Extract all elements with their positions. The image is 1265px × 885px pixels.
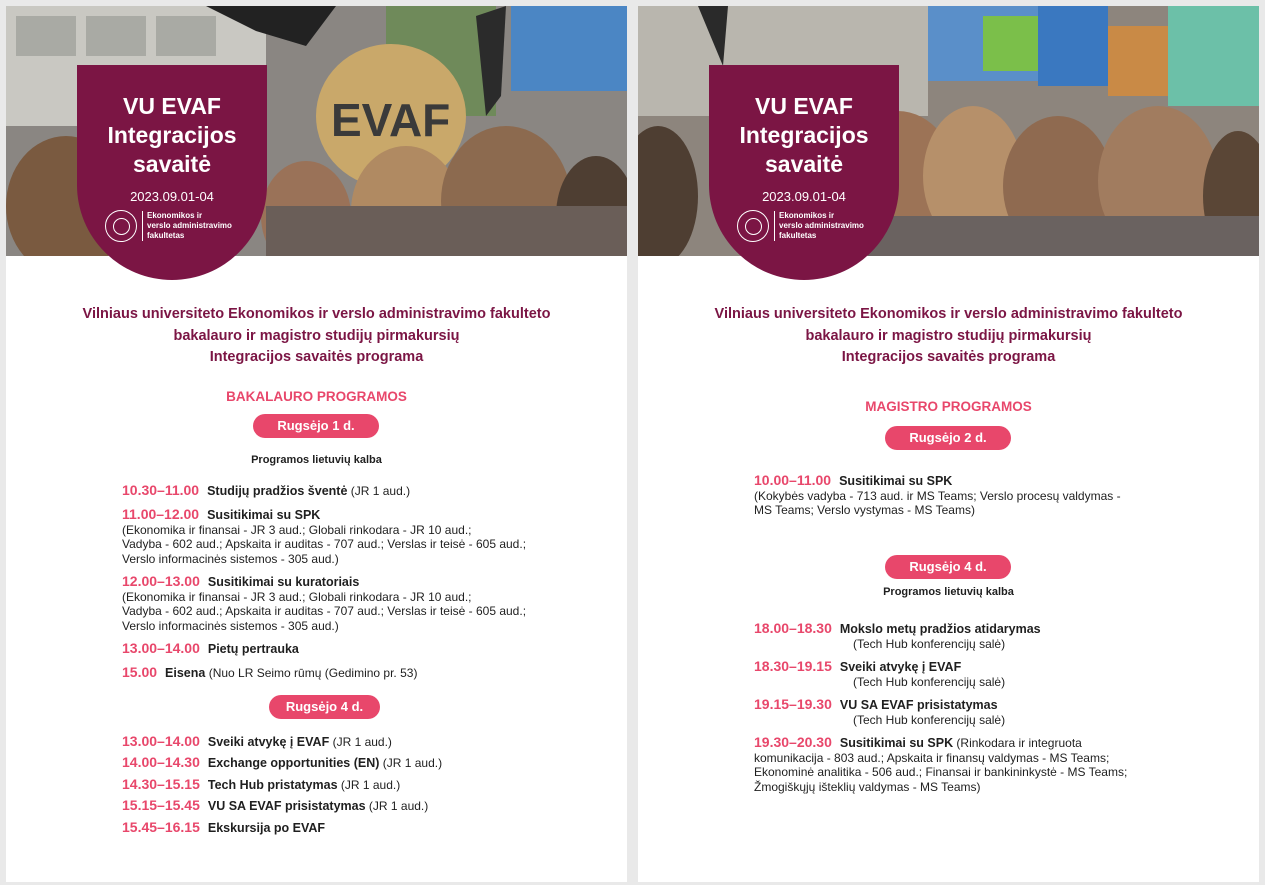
badge-title <box>77 92 267 179</box>
language-label: Programos lietuvių kalba <box>883 586 1014 598</box>
badge-title <box>709 92 899 179</box>
entry-title: Pietų pertrauka <box>207 642 299 656</box>
heading-line: Vilniaus universiteto Ekonomikos ir verslo administravimo fakulteto <box>714 306 1183 322</box>
badge-title-line: savaitė <box>764 151 843 177</box>
entry-time: 18.00–18.30 <box>754 620 832 636</box>
entry-title: Sveiki atvykę į EVAF <box>839 660 962 674</box>
logo-text <box>779 211 879 241</box>
language-label: Programos lietuvių kalba <box>251 454 382 466</box>
schedule-entry <box>754 473 1121 518</box>
section-title: BAKALAURO PROGRAMOS <box>226 389 407 404</box>
page-bachelor <box>6 6 627 882</box>
schedule-entry <box>122 483 410 499</box>
entry-time: 10.30–11.00 <box>122 482 200 498</box>
entry-detail-line: Verslo informacinės sistemos - 305 aud.) <box>122 618 339 633</box>
schedule-entry <box>122 798 428 814</box>
logo-text-line: verslo administravimo <box>779 221 864 230</box>
entry-detail-line: (Tech Hub konferencijų salė) <box>853 636 1006 651</box>
entry-title: VU SA EVAF prisistatymas <box>207 799 366 813</box>
entry-time: 13.00–14.00 <box>122 733 200 749</box>
entry-detail-line: (Ekonomika ir finansai - JR 3 aud.; Globali rinkodara - JR 10 aud.; <box>122 589 472 604</box>
logo-divider <box>142 211 143 241</box>
heading-line: Vilniaus universiteto Ekonomikos ir verslo administravimo fakulteto <box>82 306 551 322</box>
schedule-entry <box>122 734 392 750</box>
badge-title-line: savaitė <box>132 151 211 177</box>
entry-title: Eisena <box>165 666 206 680</box>
schedule-entry <box>122 820 325 836</box>
badge-title-line: VU EVAF <box>123 93 221 119</box>
entry-time: 10.00–11.00 <box>754 472 832 488</box>
heading-line: bakalauro ir magistro studijų pirmakursių <box>173 327 460 344</box>
entry-title: Exchange opportunities (EN) <box>207 756 380 770</box>
badge-date: 2023.09.01-04 <box>130 189 214 204</box>
entry-title: VU SA EVAF prisistatymas <box>839 698 998 712</box>
event-badge <box>77 65 267 280</box>
entry-time: 15.45–16.15 <box>122 819 200 835</box>
event-badge <box>709 65 899 280</box>
entry-time: 15.15–15.45 <box>122 797 200 813</box>
faculty-logo <box>105 208 245 244</box>
logo-text-line: Ekonomikos ir <box>779 211 835 220</box>
entry-detail-line: komunikacija - 803 aud.; Apskaita ir finansų valdymas - MS Teams; <box>754 750 1110 765</box>
schedule-entry <box>122 507 526 566</box>
program-heading <box>6 304 627 369</box>
program-heading <box>638 304 1259 369</box>
heading-line: Integracijos savaitės programa <box>841 349 1056 365</box>
entry-detail-line: Žmogiškųjų išteklių valdymas - MS Teams) <box>754 779 981 794</box>
heading-line: Integracijos savaitės programa <box>209 349 424 365</box>
entry-title: Susitikimai su kuratoriais <box>207 575 360 589</box>
entry-detail-line: Vadyba - 602 aud.; Apskaita ir auditas - 707 aud.; Verslas ir teisė - 605 aud.; <box>122 537 527 551</box>
day-pill: Rugsėjo 2 d. <box>885 426 1011 450</box>
entry-detail-line: Verslo informacinės sistemos - 305 aud.) <box>122 551 339 566</box>
entry-title: Susitikimai su SPK <box>839 736 954 750</box>
entry-location: (JR 1 aud.) <box>347 484 411 498</box>
university-seal-icon <box>105 210 137 242</box>
day-pill: Rugsėjo 1 d. <box>253 414 379 438</box>
heading-line: bakalauro ir magistro studijų pirmakursių <box>805 327 1092 344</box>
day-pill: Rugsėjo 4 d. <box>269 695 380 719</box>
logo-text-line: fakultetas <box>147 231 185 240</box>
entry-location: (Rinkodara ir integruota <box>953 736 1082 750</box>
entry-detail-line: MS Teams; Verslo vystymas - MS Teams) <box>754 503 975 517</box>
entry-detail-line: Ekonominė analitika - 506 aud.; Finansai ir bankininkystė - MS Teams; <box>754 765 1128 779</box>
faculty-logo <box>737 208 877 244</box>
entry-title: Susitikimai su SPK <box>839 474 953 488</box>
schedule-entry <box>122 574 526 633</box>
entry-title: Tech Hub pristatymas <box>207 778 338 792</box>
badge-title-line: VU EVAF <box>755 93 853 119</box>
entry-time: 11.00–12.00 <box>122 506 200 522</box>
entry-time: 19.15–19.30 <box>754 696 832 712</box>
entry-title: Studijų pradžios šventė <box>207 484 348 498</box>
entry-title: Susitikimai su SPK <box>207 508 321 522</box>
entry-time: 19.30–20.30 <box>754 734 832 750</box>
badge-title-line: Integracijos <box>739 122 869 148</box>
schedule-entry <box>122 665 417 681</box>
entry-time: 18.30–19.15 <box>754 658 832 674</box>
entry-detail-line: Vadyba - 602 aud.; Apskaita ir auditas - 707 aud.; Verslas ir teisė - 605 aud.; <box>122 604 527 618</box>
schedule-entry <box>754 697 1005 727</box>
entry-time: 12.00–13.00 <box>122 573 200 589</box>
logo-text-line: Ekonomikos ir <box>147 211 203 220</box>
entry-time: 14.00–14.30 <box>122 754 200 770</box>
badge-title-line: Integracijos <box>107 122 237 148</box>
schedule-entry <box>122 777 400 793</box>
entry-detail-line: (Ekonomika ir finansai - JR 3 aud.; Globali rinkodara - JR 10 aud.; <box>122 522 472 537</box>
schedule-entry <box>754 621 1041 651</box>
entry-title: Ekskursija po EVAF <box>207 821 326 835</box>
entry-detail-line: (Kokybės vadyba - 713 aud. ir MS Teams; Verslo procesų valdymas - <box>754 488 1121 503</box>
section-title: MAGISTRO PROGRAMOS <box>865 399 1032 414</box>
entry-location: (JR 1 aud.) <box>329 735 392 749</box>
entry-time: 15.00 <box>122 664 158 680</box>
logo-text <box>147 211 247 241</box>
entry-title: Sveiki atvykę į EVAF <box>207 735 330 749</box>
entry-detail-line: (Tech Hub konferencijų salė) <box>853 674 1006 689</box>
schedule-entry <box>754 735 1127 794</box>
entry-title: Mokslo metų pradžios atidarymas <box>839 622 1041 636</box>
logo-text-line: fakultetas <box>779 231 817 240</box>
entry-time: 14.30–15.15 <box>122 776 200 792</box>
logo-divider <box>774 211 775 241</box>
schedule-entry <box>122 641 299 657</box>
entry-location: (JR 1 aud.) <box>365 799 429 813</box>
page-master <box>638 6 1259 882</box>
university-seal-icon <box>737 210 769 242</box>
entry-location: (Nuo LR Seimo rūmų (Gedimino pr. 53) <box>205 666 418 680</box>
badge-date: 2023.09.01-04 <box>762 189 846 204</box>
entry-time: 13.00–14.00 <box>122 640 200 656</box>
schedule-entry <box>122 755 442 771</box>
schedule-entry <box>754 659 1005 689</box>
entry-location: (JR 1 aud.) <box>379 756 443 770</box>
entry-detail-line: (Tech Hub konferencijų salė) <box>853 712 1006 727</box>
sign-graphic-evaf: EVAF <box>331 94 451 146</box>
entry-location: (JR 1 aud.) <box>337 778 401 792</box>
day-pill: Rugsėjo 4 d. <box>885 555 1011 579</box>
logo-text-line: verslo administravimo <box>147 221 232 230</box>
